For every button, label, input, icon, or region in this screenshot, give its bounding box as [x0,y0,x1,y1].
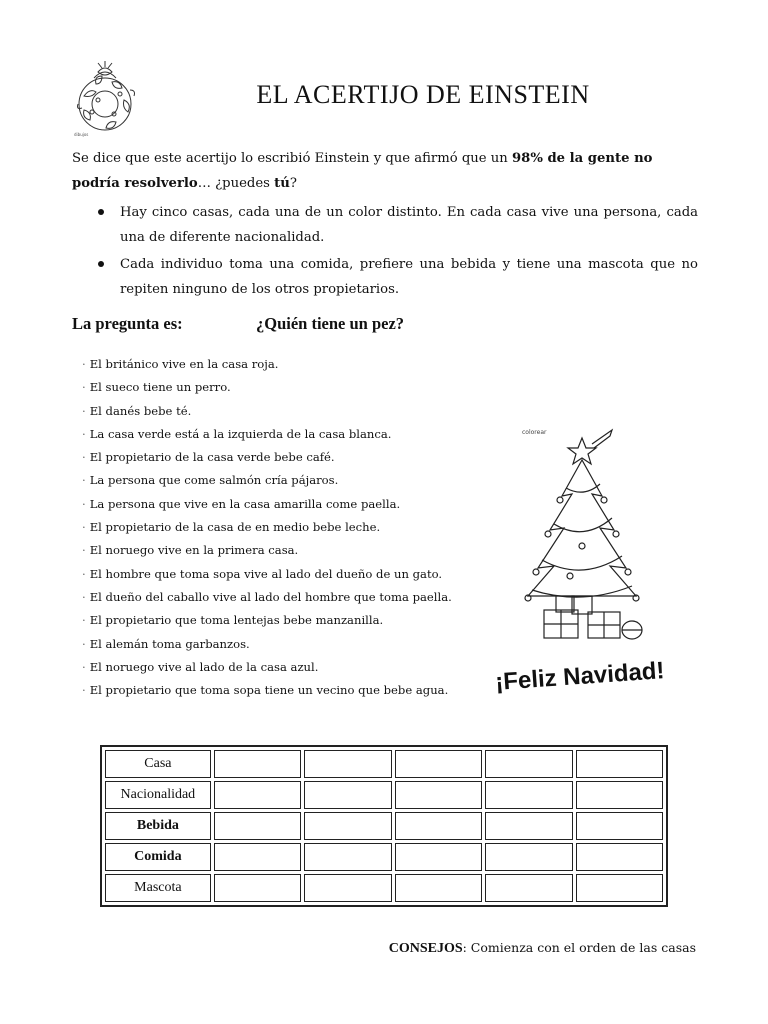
clue-item: · El británico vive en la casa roja. [82,357,279,371]
bullet-list [96,200,698,304]
bullet-dot-icon [98,209,104,215]
grid-cell[interactable] [304,843,391,871]
grid-cell[interactable] [214,781,301,809]
grid-cell[interactable] [395,812,482,840]
grid-cell[interactable] [214,812,301,840]
bullet-item: Hay cinco casas, cada una de un color distinto. En cada casa vive una persona, cada una de diferente nacionalidad. [96,200,698,250]
clue-item: · El dueño del caballo vive al lado del hombre que toma paella. [82,589,452,604]
grid-cell[interactable] [304,812,391,840]
clue-item: · El propietario que toma sopa tiene un vecino que bebe agua. [82,683,449,698]
grid-cell[interactable] [304,750,391,778]
row-label: Casa [105,750,211,778]
tips-label: CONSEJOS [388,941,463,956]
page-title: EL ACERTIJO DE EINSTEIN [256,80,590,109]
grid-cell[interactable] [576,781,664,809]
clue-item: · El noruego vive al lado de la casa azul. [82,659,319,674]
bullet-dot-icon [98,261,104,267]
grid-cell[interactable] [304,874,391,902]
clue-item: · El danés bebe té. [82,403,192,418]
table-row [105,781,663,809]
table-row [105,843,663,871]
row-label: Mascota [105,874,211,902]
solution-grid [100,745,668,907]
grid-cell[interactable] [395,781,482,809]
christmas-tree-image [492,426,672,654]
clue-item: · El propietario de la casa de en medio bebe leche. [82,520,381,535]
grid-cell[interactable] [485,750,572,778]
clue-item: · La casa verde está a la izquierda de la casa blanca. [82,426,392,441]
tips-text: : Comienza con el orden de las casas [462,940,696,955]
clue-item: · El noruego vive en la primera casa. [82,543,299,558]
clue-item: · El hombre que toma sopa vive al lado del dueño de un gato. [82,566,443,581]
question-text: ¿Quién tiene un pez? [256,314,405,333]
grid-cell[interactable] [485,874,572,902]
svg-text:colorear: colorear [522,429,547,436]
grid-cell[interactable] [304,781,391,809]
clue-item: · El alemán toma garbanzos. [82,636,250,651]
grid-cell[interactable] [576,812,664,840]
grid-cell[interactable] [576,874,664,902]
clue-item: · El propietario de la casa verde bebe café. [82,450,335,465]
grid-cell[interactable] [395,874,482,902]
tips-line [389,940,696,957]
question-label: La pregunta es: [72,314,183,333]
intro-text: ? [289,176,297,191]
feliz-navidad-image [490,648,670,696]
svg-text:dibujos: dibujos [74,132,89,137]
intro-text: Se dice que este acertijo lo escribió Einstein y que afirmó que un [72,151,512,166]
clue-item: · El sueco tiene un perro. [82,380,231,395]
table-row [105,874,663,902]
table-row [105,750,663,778]
grid-cell[interactable] [576,750,664,778]
grid-cell[interactable] [395,843,482,871]
grid-cell[interactable] [485,812,572,840]
row-label: Comida [105,843,211,871]
wreath-image [72,60,138,138]
grid-cell[interactable] [395,750,482,778]
row-label: Nacionalidad [105,781,211,809]
row-label: Bebida [105,812,211,840]
grid-cell[interactable] [485,781,572,809]
intro-text: … ¿puedes [197,176,275,191]
clue-list [82,353,492,702]
clue-item: · La persona que come salmón cría pájaros. [82,473,339,488]
clue-item: · La persona que vive en la casa amarilla come paella. [82,496,401,511]
table-row [105,812,663,840]
grid-cell[interactable] [214,750,301,778]
grid-cell[interactable] [485,843,572,871]
bullet-item: Cada individuo toma una comida, prefiere una bebida y tiene una mascota que no repiten ninguno de los otros propietarios. [96,252,698,302]
grid-cell[interactable] [214,843,301,871]
intro-highlight: 98% de la gente no podría resolverlo [72,151,653,191]
clue-item: · El propietario que toma lentejas bebe manzanilla. [82,613,384,628]
grid-cell[interactable] [576,843,664,871]
grid-cell[interactable] [214,874,301,902]
intro-highlight: tú [274,176,290,191]
intro-paragraph [72,146,698,196]
svg-text:¡Feliz Navidad!: ¡Feliz Navidad! [494,657,666,696]
